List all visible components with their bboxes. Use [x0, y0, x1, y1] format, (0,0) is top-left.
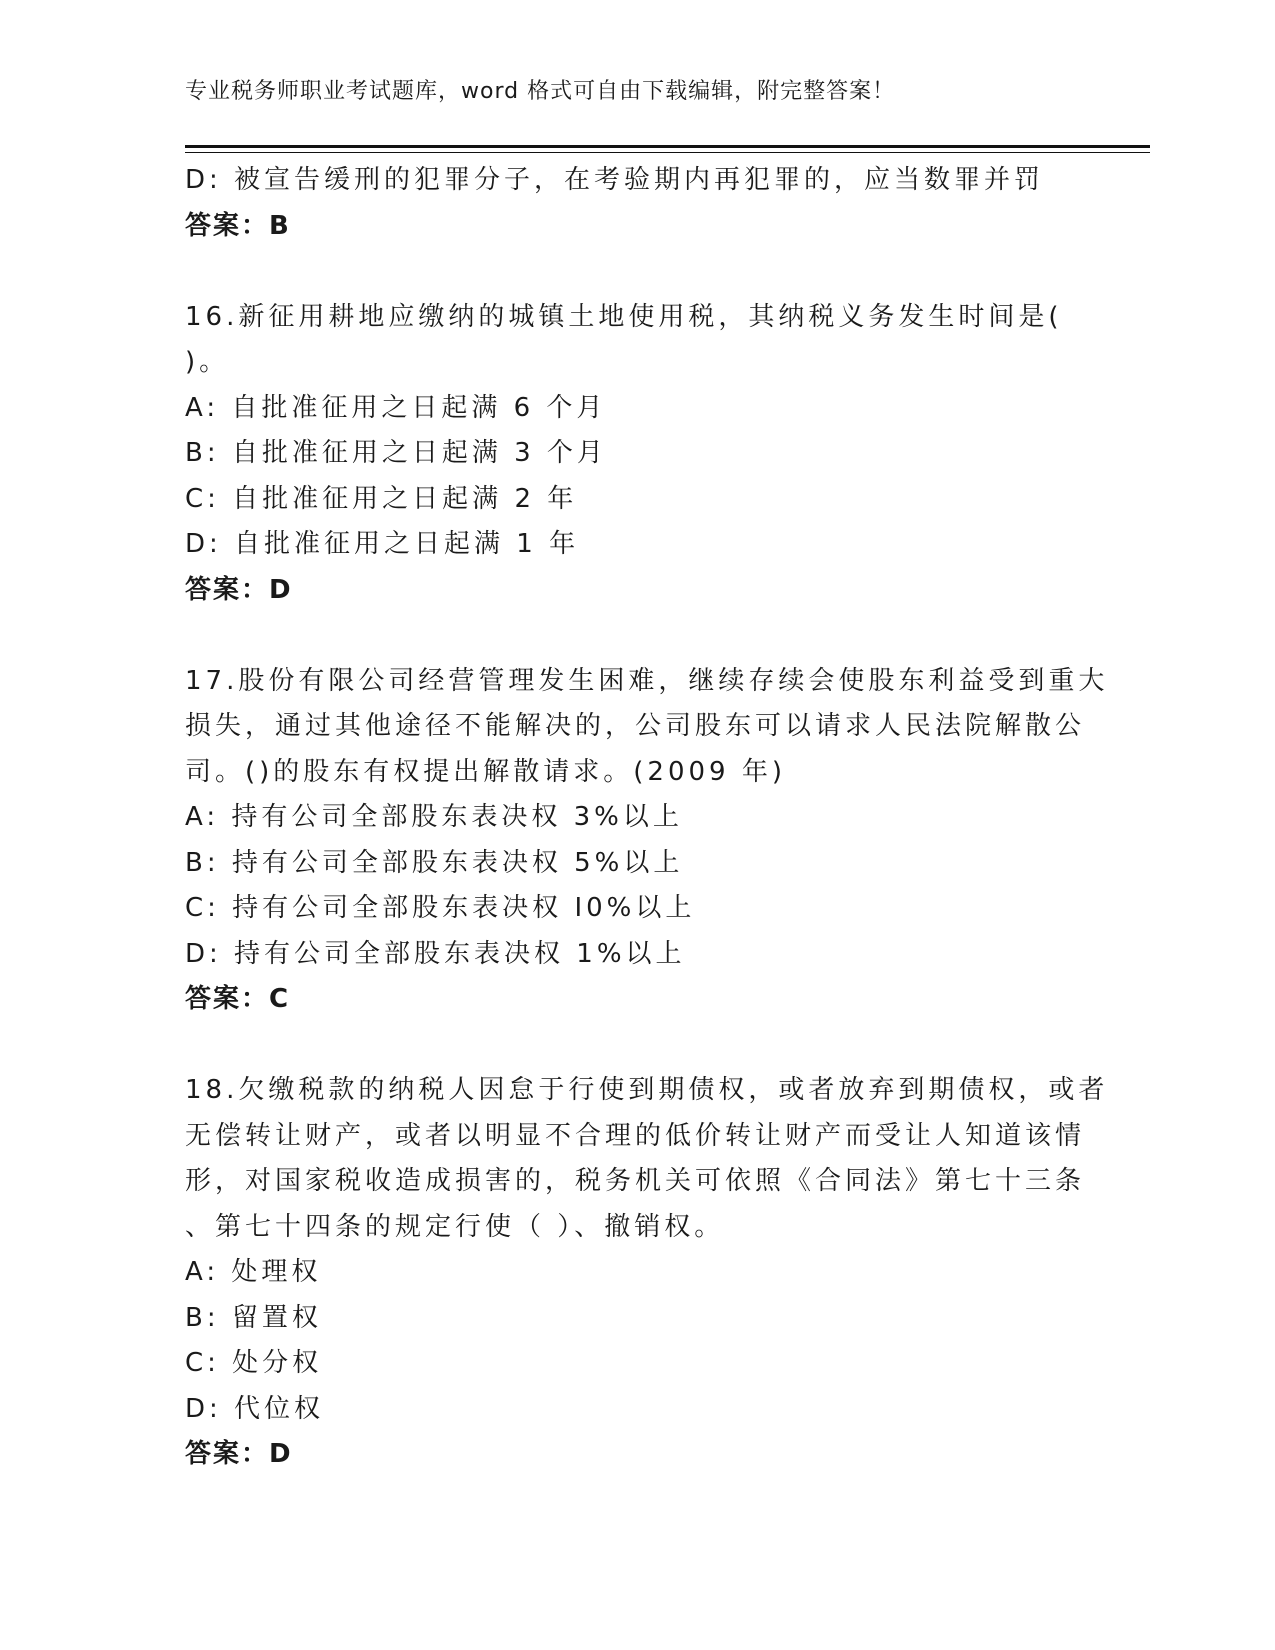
option-b: B: 自批准征用之日起满 3 个月 [185, 438, 607, 468]
option-d: D: 自批准征用之日起满 1 年 [185, 529, 580, 559]
spacer [185, 249, 1085, 295]
page-header: 专业税务师职业考试题库，word 格式可自由下载编辑，附完整答案！ [185, 79, 896, 104]
question-18 [185, 1068, 1109, 1478]
question-16 [185, 295, 1085, 614]
option-b: B: 持有公司全部股东表决权 5%以上 [185, 847, 684, 878]
answer: 答案：C [185, 984, 291, 1014]
option-a: A: 持有公司全部股东表决权 3%以上 [185, 802, 683, 832]
prev-option-d: D: 被宣告缓刑的犯罪分子，在考验期内再犯罪的，应当数罪并罚 [185, 165, 1045, 195]
spacer [185, 613, 1085, 659]
question-stem-line: 17.股份有限公司经营管理发生困难，继续存续会使股东利益受到重大 [185, 665, 1109, 696]
option-c: C: 自批准征用之日起满 2 年 [185, 483, 578, 514]
question-stem-line: 无偿转让财产，或者以明显不合理的低价转让财产而受让人知道该情 [185, 1120, 1086, 1151]
question-stem-line: 损失，通过其他途径不能解决的，公司股东可以请求人民法院解散公 [185, 711, 1086, 741]
question-stem-line: )。 [185, 347, 230, 377]
document-body [185, 158, 1109, 1478]
option-a: A: 处理权 [185, 1257, 322, 1287]
header-rule-thick [185, 145, 1150, 148]
header-rule-thin [185, 152, 1150, 153]
question-stem-line: 18.欠缴税款的纳税人因怠于行使到期债权，或者放弃到期债权，或者 [185, 1075, 1109, 1105]
option-b: B: 留置权 [185, 1302, 322, 1333]
option-c: C: 持有公司全部股东表决权 I0%以上 [185, 893, 696, 923]
question-stem-line: 、第七十四条的规定行使（ ）、撤销权。 [185, 1211, 725, 1242]
prev-answer: 答案：B [185, 210, 291, 241]
option-d: D: 代位权 [185, 1393, 325, 1424]
question-stem-line: 形，对国家税收造成损害的，税务机关可依照《合同法》第七十三条 [185, 1166, 1086, 1196]
question-stem-line: 司。()的股东有权提出解散请求。(2009 年) [185, 756, 787, 787]
answer: 答案：D [185, 574, 293, 605]
answer: 答案：D [185, 1439, 293, 1469]
option-a: A: 自批准征用之日起满 6 个月 [185, 392, 607, 423]
option-c: C: 处分权 [185, 1348, 323, 1378]
question-stem-line: 16.新征用耕地应缴纳的城镇土地使用税，其纳税义务发生时间是( [185, 301, 1063, 332]
option-d: D: 持有公司全部股东表决权 1%以上 [185, 938, 686, 969]
question-17 [185, 659, 1109, 1023]
spacer [185, 1023, 1085, 1069]
